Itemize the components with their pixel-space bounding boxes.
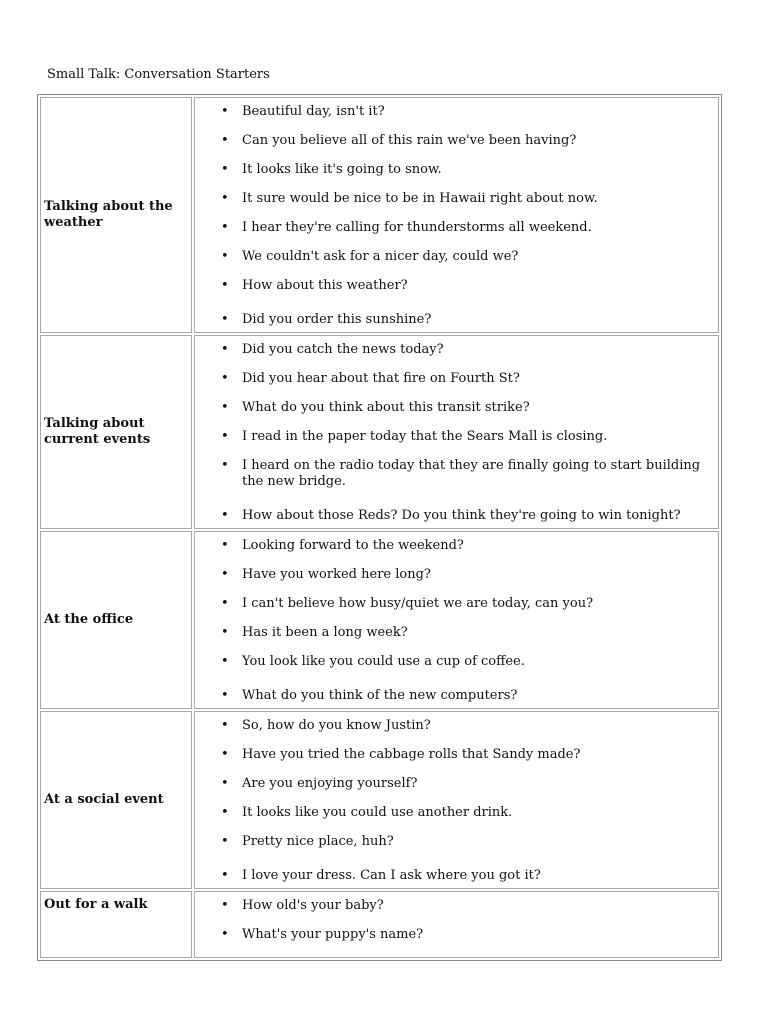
- list-item-text: I hear they're calling for thunderstorms all weekend.: [242, 220, 592, 235]
- topic-cell: Out for a walk: [40, 891, 192, 958]
- bullet-icon: •: [221, 400, 229, 415]
- list-item: [195, 458, 718, 490]
- bullet-icon: •: [221, 249, 229, 264]
- list-item: [195, 508, 718, 524]
- bullet-icon: •: [221, 342, 229, 357]
- list-item-text: Can you believe all of this rain we've been having?: [242, 133, 577, 148]
- list-item: [195, 162, 718, 178]
- list-item: [195, 625, 718, 641]
- list-item: [195, 596, 718, 612]
- bullet-icon: •: [221, 805, 229, 820]
- items-cell: [194, 97, 719, 333]
- starter-list: [195, 898, 718, 943]
- list-item-text: Are you enjoying yourself?: [242, 776, 418, 791]
- bullet-icon: •: [221, 458, 229, 473]
- bullet-icon: •: [221, 508, 229, 523]
- list-item-text: I love your dress. Can I ask where you got it?: [242, 868, 541, 883]
- list-item: [195, 191, 718, 207]
- items-cell: [194, 531, 719, 709]
- list-item-text: Did you catch the news today?: [242, 342, 444, 357]
- list-item-text: I can't believe how busy/quiet we are today, can you?: [242, 596, 594, 611]
- list-item: [195, 371, 718, 387]
- list-item: [195, 342, 718, 358]
- topic-cell: Talking about current events: [40, 335, 192, 529]
- section-row-current-events: [40, 335, 719, 529]
- list-item: [195, 898, 718, 914]
- list-item-text: What do you think about this transit strike?: [242, 400, 530, 415]
- list-item-text: It looks like you could use another drink.: [242, 805, 513, 820]
- bullet-icon: •: [221, 538, 229, 553]
- list-item-text: Beautiful day, isn't it?: [242, 104, 385, 119]
- section-row-social-event: [40, 711, 719, 889]
- list-item: [195, 805, 718, 821]
- section-row-weather: [40, 97, 719, 333]
- bullet-icon: •: [221, 567, 229, 582]
- bullet-icon: •: [221, 834, 229, 849]
- bullet-icon: •: [221, 278, 229, 293]
- bullet-icon: •: [221, 312, 229, 327]
- list-item-text: It sure would be nice to be in Hawaii right about now.: [242, 191, 598, 206]
- list-item-text: Did you order this sunshine?: [242, 312, 432, 327]
- list-item-text: How about those Reds? Do you think they're going to win tonight?: [242, 508, 681, 523]
- list-item-text: I heard on the radio today that they are finally going to start building the new bridge.: [242, 458, 701, 489]
- list-item: [195, 567, 718, 583]
- starter-list: [195, 718, 718, 884]
- bullet-icon: •: [221, 104, 229, 119]
- bullet-icon: •: [221, 625, 229, 640]
- bullet-icon: •: [221, 747, 229, 762]
- list-item-text: Did you hear about that fire on Fourth St?: [242, 371, 520, 386]
- bullet-icon: •: [221, 654, 229, 669]
- list-item-text: What's your puppy's name?: [242, 927, 424, 942]
- list-item: [195, 927, 718, 943]
- list-item: [195, 400, 718, 416]
- list-item: [195, 220, 718, 236]
- bullet-icon: •: [221, 596, 229, 611]
- list-item-text: It looks like it's going to snow.: [242, 162, 442, 177]
- list-item-text: How old's your baby?: [242, 898, 384, 913]
- list-item: [195, 278, 718, 294]
- list-item: [195, 688, 718, 704]
- bullet-icon: •: [221, 429, 229, 444]
- list-item-text: We couldn't ask for a nicer day, could we?: [242, 249, 519, 264]
- bullet-icon: •: [221, 927, 229, 942]
- items-cell: [194, 711, 719, 889]
- list-item-text: Have you worked here long?: [242, 567, 431, 582]
- section-row-office: [40, 531, 719, 709]
- list-item: [195, 312, 718, 328]
- list-item-text: Pretty nice place, huh?: [242, 834, 394, 849]
- bullet-icon: •: [221, 371, 229, 386]
- list-item-text: Looking forward to the weekend?: [242, 538, 464, 553]
- bullet-icon: •: [221, 191, 229, 206]
- starter-list: [195, 342, 718, 524]
- topic-cell: At the office: [40, 531, 192, 709]
- bullet-icon: •: [221, 868, 229, 883]
- list-item-text: How about this weather?: [242, 278, 408, 293]
- bullet-icon: •: [221, 688, 229, 703]
- list-item: [195, 133, 718, 149]
- page-title: Small Talk: Conversation Starters: [47, 67, 270, 82]
- bullet-icon: •: [221, 718, 229, 733]
- list-item: [195, 868, 718, 884]
- list-item: [195, 249, 718, 265]
- list-item-text: So, how do you know Justin?: [242, 718, 431, 733]
- starter-list: [195, 104, 718, 328]
- section-row-walk: [40, 891, 719, 958]
- items-cell: [194, 335, 719, 529]
- list-item: [195, 104, 718, 120]
- bullet-icon: •: [221, 898, 229, 913]
- bullet-icon: •: [221, 220, 229, 235]
- list-item-text: I read in the paper today that the Sears Mall is closing.: [242, 429, 608, 444]
- bullet-icon: •: [221, 776, 229, 791]
- list-item: [195, 654, 718, 670]
- starter-list: [195, 538, 718, 704]
- list-item: [195, 429, 718, 445]
- list-item-text: You look like you could use a cup of coffee.: [242, 654, 525, 669]
- items-cell: [194, 891, 719, 958]
- bullet-icon: •: [221, 133, 229, 148]
- list-item: [195, 747, 718, 763]
- list-item: [195, 538, 718, 554]
- list-item: [195, 718, 718, 734]
- topic-cell: Talking about the weather: [40, 97, 192, 333]
- topic-cell: At a social event: [40, 711, 192, 889]
- conversation-starters-table: [37, 94, 722, 961]
- list-item-text: What do you think of the new computers?: [242, 688, 518, 703]
- list-item: [195, 834, 718, 850]
- list-item: [195, 776, 718, 792]
- list-item-text: Has it been a long week?: [242, 625, 408, 640]
- list-item-text: Have you tried the cabbage rolls that Sandy made?: [242, 747, 581, 762]
- bullet-icon: •: [221, 162, 229, 177]
